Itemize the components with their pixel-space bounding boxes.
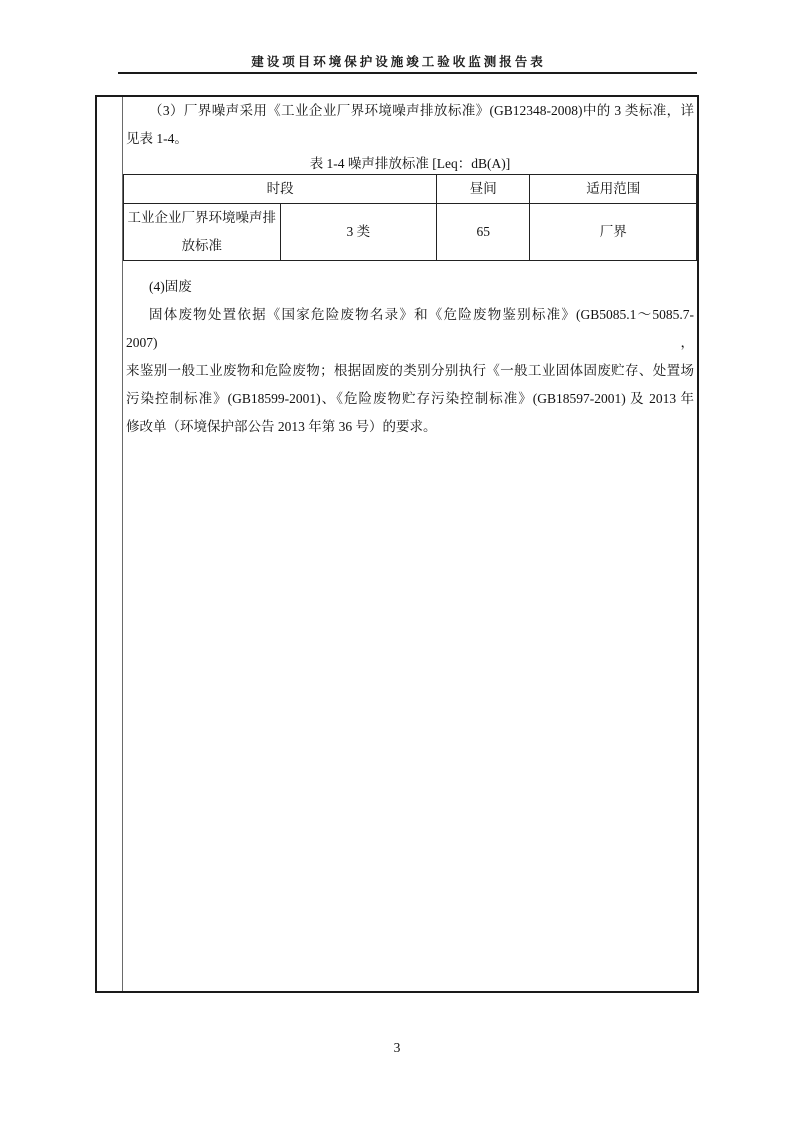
noise-paragraph-line-1: （3）厂界噪声采用《工业企业厂界环境噪声排放标准》(GB12348-2008)中的 3 类标准，详 [149, 103, 694, 118]
solid-waste-section [123, 273, 697, 441]
header-rule [118, 72, 697, 74]
noise-table-cell-category: 3 类 [280, 204, 437, 261]
noise-table-caption: 表 1-4 噪声排放标准 [Leq：dB(A)] [309, 156, 511, 171]
report-form-table [95, 95, 699, 993]
noise-table-header-scope: 适用范围 [530, 175, 697, 204]
solid-waste-line-4: 修改单（环境保护部公告 2013 年第 36 号）的要求。 [126, 419, 437, 434]
page-number: 3 [393, 1040, 401, 1055]
noise-table-cell-daytime-value: 65 [437, 204, 530, 261]
solid-waste-heading: (4)固废 [149, 279, 192, 294]
noise-paragraph-line-2: 见表 1-4。 [126, 131, 188, 146]
noise-table-header-period: 时段 [124, 175, 437, 204]
noise-standard-table [123, 174, 697, 261]
noise-standard-paragraph [123, 97, 697, 153]
noise-table-data-row [124, 204, 697, 261]
noise-table-header-row [124, 175, 697, 204]
solid-waste-line-1: 固体废物处置依据《国家危险废物名录》和《危险废物鉴别标准》(GB5085.1～5085.7-2007)， [126, 307, 694, 350]
solid-waste-line-3: 污染控制标准》(GB18599-2001)、《危险废物贮存污染控制标准》(GB18597-2001) 及 2013 年 [126, 391, 694, 406]
form-content-cell [123, 97, 697, 991]
noise-table-cell-standard-name: 工业企业厂界环境噪声排放标准 [124, 204, 281, 261]
solid-waste-line-2: 来鉴别一般工业废物和危险废物；根据固废的类别分别执行《一般工业固体固废贮存、处置场 [126, 363, 694, 378]
document-header-title: 建设项目环境保护设施竣工验收监测报告表 [251, 55, 546, 69]
noise-table-header-daytime: 昼间 [437, 175, 530, 204]
noise-table-cell-scope: 厂界 [530, 204, 697, 261]
form-left-column-empty [97, 97, 123, 991]
